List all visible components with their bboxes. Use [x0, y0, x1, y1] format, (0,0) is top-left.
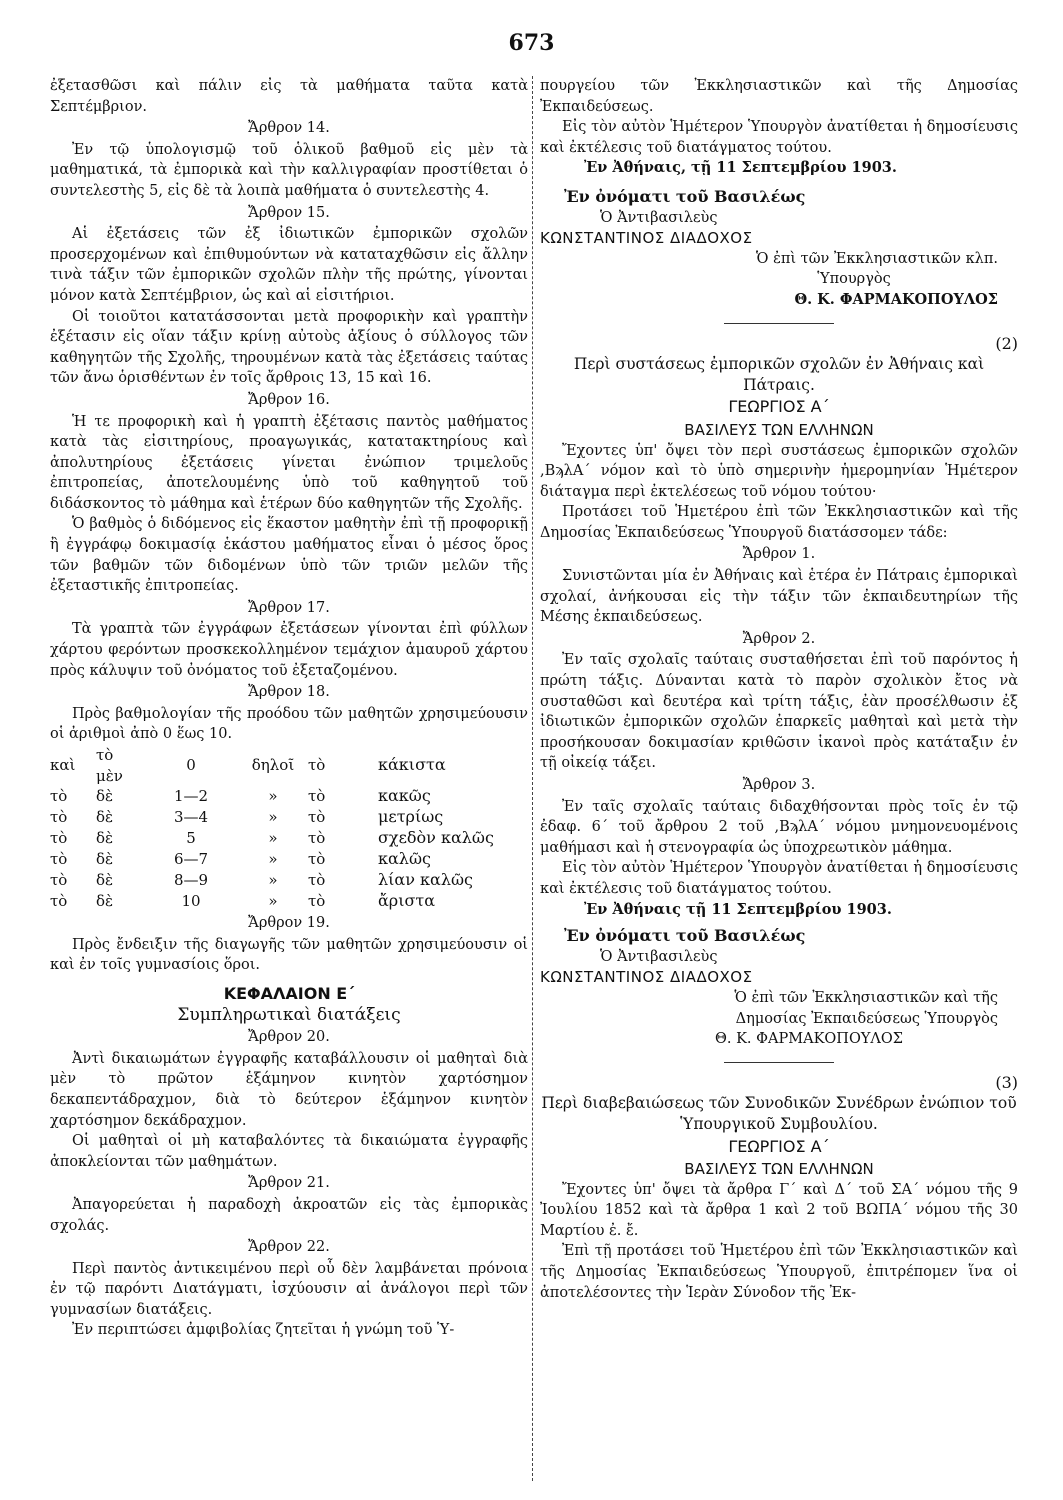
grade-cell-mid: »: [268, 808, 278, 827]
king-heading: ΓΕΩΡΓΙΟΣ Α΄: [728, 1136, 830, 1156]
paragraph: Ὁ βαθμὸς ὁ διδόμενος εἰς ἕκαστον μαθητὴν ἐπὶ τῇ προφορικῇ ἢ ἐγγράφῳ δοκιμασίᾳ ἑκάστου μαθήματος εἶναι ὁ μέσος ὅρος τῶν βαθμῶν τῶν διδομένων ὑπὸ τῶν τριῶν μελῶν τῆς ἐξεταστικῆς ἐπιτροπείας.: [50, 516, 528, 595]
grade-cell-art: τὸ: [308, 829, 326, 848]
grade-cell-art: τὸ: [308, 892, 326, 911]
paragraph: ἐξετασθῶσι καὶ πάλιν εἰς τὰ μαθήματα ταῦτα κατὰ Σεπτέμβριον.: [50, 78, 528, 115]
signature-regent: ΚΩΝΣΤΑΝΤΙΝΟΣ ΔΙΑΔΟΧΟΣ: [540, 229, 753, 248]
paragraph: Ἐν τῷ ὑπολογισμῷ τοῦ ὁλικοῦ βαθμοῦ εἰς μὲν τὰ μαθηματικά, τὰ ἐμπορικὰ καὶ τὴν καλλιγραφίαν προστίθεται ὁ συντελεστὴς 5, εἰς δὲ τὰ λοιπὰ μαθήματα ὁ συντελεστὴς 4.: [50, 141, 528, 199]
article-heading: Ἄρθρον 3.: [742, 777, 816, 793]
signature-line: Ὑπουργὸς: [817, 271, 891, 288]
article-heading: Ἄρθρον 21.: [248, 1175, 330, 1192]
column-divider: [532, 76, 534, 1481]
paragraph: Οἱ μαθηταὶ οἱ μὴ καταβαλόντες τὰ δικαιώματα ἐγγραφῆς ἀποκλείονται τῶν μαθημάτων.: [50, 1133, 528, 1170]
grade-cell-w1: καὶ: [50, 756, 76, 775]
grade-cell-w2: δὲ: [96, 850, 114, 869]
paragraph: Ἀπαγορεύεται ἡ παραδοχὴ ἀκροατῶν εἰς τὰς ἐμπορικὰς σχολάς.: [50, 1196, 528, 1234]
paragraph: πουργείου τῶν Ἐκκλησιαστικῶν καὶ τῆς Δημοσίας Ἐκπαιδεύσεως.: [540, 78, 1018, 115]
grade-cell-num: 3—4: [173, 808, 209, 827]
grade-cell-w1: τὸ: [50, 787, 68, 806]
grade-row: [50, 786, 528, 807]
article-heading: Ἄρθρον 15.: [248, 204, 330, 221]
article-heading: Ἄρθρον 2.: [742, 630, 816, 647]
section-rule: [724, 323, 834, 324]
grade-cell-num: 6—7: [173, 850, 209, 869]
grade-row: [50, 745, 528, 786]
grade-cell-w2: δὲ: [96, 787, 114, 806]
grade-row: [50, 849, 528, 870]
article-heading: Ἄρθρον 16.: [248, 391, 330, 408]
grade-cell-mid: »: [268, 787, 278, 806]
grade-cell-art: τὸ: [308, 756, 326, 775]
king-subheading: ΒΑΣΙΛΕΥΣ ΤΩΝ ΕΛΛΗΝΩΝ: [684, 420, 874, 439]
grade-cell-w2: δὲ: [96, 808, 114, 827]
signature-minister: Θ. Κ. ΦΑΡΜΑΚΟΠΟΥΛΟΣ: [794, 290, 998, 308]
signature-line: Ὁ ἐπὶ τῶν Ἐκκλησιαστικῶν καὶ τῆς: [734, 989, 998, 1006]
article-heading: Ἄρθρον 20.: [248, 1029, 330, 1046]
grade-cell-w1: τὸ: [50, 808, 68, 827]
paragraph: Πρὸς βαθμολογίαν τῆς προόδου τῶν μαθητῶν χρησιμεύουσιν οἱ ἀριθμοὶ ἀπὸ 0 ἕως 10.: [50, 705, 528, 743]
signature-regent: ΚΩΝΣΤΑΝΤΙΝΟΣ ΔΙΑΔΟΧΟΣ: [540, 968, 753, 987]
decree-title: Περὶ συστάσεως ἐμπορικῶν σχολῶν ἐν Ἀθήναις καὶ Πάτραις.: [573, 355, 985, 394]
grade-cell-num: 8—9: [173, 871, 209, 890]
grade-cell-num: 0: [186, 756, 196, 775]
paragraph: Περὶ παντὸς ἀντικειμένου περὶ οὗ δὲν λαμβάνεται πρόνοια ἐν τῷ παρόντι Διατάγματι, ἰσχύουσιν αἱ ἀνάλογοι περὶ τῶν γυμνασίων διατάξεις.: [50, 1260, 528, 1318]
decree-number: (3): [995, 1072, 1018, 1092]
grade-cell-art: τὸ: [308, 850, 326, 869]
right-column: [540, 76, 1018, 1303]
grade-cell-w1: τὸ: [50, 850, 68, 869]
grade-cell-mid: »: [268, 850, 278, 869]
grade-cell-w2: δὲ: [96, 892, 114, 911]
paragraph: Προτάσει τοῦ Ἡμετέρου ἐπὶ τῶν Ἐκκλησιαστικῶν καὶ τῆς Δημοσίας Ἐκπαιδεύσεως Ὑπουργοῦ διατάσσομεν τάδε:: [540, 504, 1018, 541]
paragraph: Αἱ ἐξετάσεις τῶν ἐξ ἰδιωτικῶν ἐμπορικῶν σχολῶν προσερχομένων καὶ ἐπιθυμούντων νὰ καταταχθῶσιν εἰς ἄλλην τινὰ τάξιν τῶν ἐμπορικῶν σχολῶν πλὴν τῆς πρώτης, γίνονται μόνον κατὰ Σεπτέμβριον, ὡς καὶ αἱ εἰσιτήριοι.: [50, 226, 528, 304]
paragraph: Ἔχοντες ὑπ' ὄψει τὸν περὶ συστάσεως ἐμπορικῶν σχολῶν ,ΒϡλΑ΄ νόμον καὶ τὸ ὑπὸ σημερινὴν ἡμερομηνίαν Ἡμέτερον διάταγμα περὶ ἐκτελέσεως τοῦ νόμου τούτου·: [540, 442, 1018, 500]
grade-cell-w1: τὸ: [50, 892, 68, 911]
grade-cell-val: κακῶς: [378, 786, 431, 806]
paragraph: Ἡ τε προφορικὴ καὶ ἡ γραπτὴ ἐξέτασις παντὸς μαθήματος κατὰ τὰς εἰσιτηρίους, προαγωγικάς, κατατακτηρίους καὶ ἀπολυτηρίους ἐξετάσεις γίνεται ἐνώπιον τριμελοῦς ἐπιτροπείας, ἀποτελουμένης ὑπὸ τοῦ καθηγητοῦ τοῦ διδάσκοντος τὸ μάθημα καὶ ἑτέρων δύο καθηγητῶν τῆς Σχολῆς.: [50, 413, 528, 512]
paragraph: Εἰς τὸν αὐτὸν Ἡμέτερον Ὑπουργὸν ἀνατίθεται ἡ δημοσίευσις καὶ ἐκτέλεσις τοῦ διατάγματος τούτου.: [540, 860, 1018, 897]
grade-cell-w2: δὲ: [96, 829, 114, 848]
grade-cell-mid: »: [268, 871, 278, 890]
article-heading: Ἄρθρον 18.: [248, 684, 330, 701]
paragraph: Ἔχοντες ὑπ' ὄψει τὰ ἄρθρα Γ΄ καὶ Δ΄ τοῦ ΣΑ΄ νόμου τῆς 9 Ἰουλίου 1852 καὶ τὰ ἄρθρα 1 καὶ 2 τοῦ ΒΩΠΑ΄ νόμου τῆς 30 Μαρτίου ἐ. ἔ.: [540, 1181, 1018, 1239]
decree-number: (2): [995, 333, 1018, 353]
signature-line: Δημοσίας Ἐκπαιδεύσεως Ὑπουργὸς: [735, 1010, 998, 1027]
chapter-heading: ΚΕΦΑΛΑΙΟΝ Ε΄: [223, 983, 355, 1003]
king-heading: ΓΕΩΡΓΙΟΣ Α΄: [728, 397, 830, 417]
king-subheading: ΒΑΣΙΛΕΥΣ ΤΩΝ ΕΛΛΗΝΩΝ: [684, 1160, 874, 1179]
article-heading: Ἄρθρον 14.: [248, 120, 330, 137]
grade-cell-val: σχεδὸν καλῶς: [378, 828, 494, 848]
grade-cell-val: λίαν καλῶς: [378, 870, 473, 890]
paragraph: Οἱ τοιοῦτοι κατατάσσονται μετὰ προφορικὴν καὶ γραπτὴν ἐξέτασιν εἰς οἵαν τάξιν κρίνῃ αὐτοὺς ἀξίους ὁ σύλλογος τῶν καθηγητῶν τῆς Σχολῆς, τηρουμένων κατὰ τὰς ἐξετάσεις ταύτας τῶν ἄνω ὁρισθέντων ἐν τοῖς ἄρθροις 13, 15 καὶ 16.: [50, 308, 528, 387]
signature-line: Ἐν ὀνόματι τοῦ Βασιλέως: [564, 186, 806, 206]
signature-minister: Θ. Κ. ΦΑΡΜΑΚΟΠΟΥΛΟΣ: [714, 1031, 904, 1048]
grade-cell-mid: δηλοῖ: [251, 756, 295, 775]
paragraph: Ἐπὶ τῇ προτάσει τοῦ Ἡμετέρου ἐπὶ τῶν Ἐκκλησιαστικῶν καὶ τῆς Δημοσίας Ἐκπαιδεύσεως Ὑπουργοῦ, ἐπιτρέπομεν ἵνα οἱ ἀποτελέσοντες τὴν Ἱερὰν Σύνοδον τῆς Ἐκ-: [540, 1243, 1018, 1301]
article-heading: Ἄρθρον 19.: [248, 915, 330, 932]
decree-title: Περὶ διαβεβαιώσεως τῶν Συνοδικῶν Συνέδρων ἐνώπιον τοῦ Ὑπουργικοῦ Συμβουλίου.: [541, 1094, 1017, 1133]
paragraph: Πρὸς ἔνδειξιν τῆς διαγωγῆς τῶν μαθητῶν χρησιμεύουσιν οἱ καὶ ἐν τοῖς γυμνασίοις ὅροι.: [50, 936, 528, 974]
paragraph: Τὰ γραπτὰ τῶν ἐγγράφων ἐξετάσεων γίνονται ἐπὶ φύλλων χάρτου φερόντων προσκεκολλημένον τεμάχιον ἀμαυροῦ χάρτου πρὸς κάλυψιν τοῦ ὀνόματος τοῦ ἐξεταζομένου.: [50, 621, 528, 679]
article-heading: Ἄρθρον 17.: [248, 599, 330, 616]
grade-cell-art: τὸ: [308, 871, 326, 890]
section-rule: [724, 1062, 834, 1063]
paragraph: Συνιστῶνται μία ἐν Ἀθήναις καὶ ἑτέρα ἐν Πάτραις ἐμπορικαὶ σχολαί, ἀνήκουσαι εἰς τὴν τάξιν τῶν ἐκπαιδευτηρίων τῆς Μέσης ἐκπαιδεύσεως.: [540, 568, 1018, 626]
grade-row: [50, 870, 528, 891]
grade-cell-mid: »: [268, 829, 278, 848]
grade-cell-art: τὸ: [308, 787, 326, 806]
grade-cell-num: 5: [186, 829, 196, 848]
paragraph: Εἰς τὸν αὐτὸν Ἡμέτερον Ὑπουργὸν ἀνατίθεται ἡ δημοσίευσις καὶ ἐκτέλεσις τοῦ διατάγματος τούτου.: [540, 119, 1018, 156]
grade-cell-val: κάκιστα: [378, 755, 446, 775]
signature-line: Ἐν ὀνόματι τοῦ Βασιλέως: [564, 926, 806, 946]
grade-cell-num: 1—2: [173, 787, 209, 806]
signature-line: Ὁ Ἀντιβασιλεὺς: [600, 209, 718, 226]
grade-row: [50, 828, 528, 849]
grade-scale-table: [50, 745, 528, 912]
grade-row: [50, 807, 528, 828]
grade-row: [50, 891, 528, 912]
article-heading: Ἄρθρον 1.: [742, 546, 816, 563]
chapter-subtitle: Συμπληρωτικαὶ διατάξεις: [177, 1004, 401, 1025]
grade-cell-val: ἄριστα: [378, 891, 436, 911]
article-heading: Ἄρθρον 22.: [248, 1239, 330, 1256]
decree-date: Ἐν Ἀθήναις τῇ 11 Σεπτεμβρίου 1903.: [584, 900, 892, 918]
page-number: 673: [508, 30, 555, 56]
signature-line: Ὁ Ἀντιβασιλεὺς: [600, 948, 718, 965]
paragraph: Ἐν ταῖς σχολαῖς ταύταις διδαχθήσονται πρὸς τοῖς ἐν τῷ ἐδαφ. 6΄ τοῦ ἄρθρου 2 τοῦ ,ΒϡλΑ΄ νόμου μνημονευομένοις μαθήμασι καὶ ἡ στενογραφία ὡς ὑποχρεωτικὸν μάθημα.: [540, 798, 1018, 856]
grade-cell-val: καλῶς: [378, 849, 431, 869]
paragraph: Ἐν περιπτώσει ἀμφιβολίας ζητεῖται ἡ γνώμη τοῦ Ὑ-: [72, 1322, 455, 1339]
left-column: [50, 76, 528, 1341]
grade-cell-art: τὸ: [308, 808, 326, 827]
paragraph: Ἀντὶ δικαιωμάτων ἐγγραφῆς καταβάλλουσιν οἱ μαθηταὶ διὰ μὲν τὸ πρῶτον ἑξάμηνον κινητὸν χαρτόσημον δεκαπεντάδραχμον, διὰ τὸ δεύτερον ἑξάμηνον κινητὸν χαρτόσημον δεκάδραχμον.: [50, 1050, 528, 1129]
paragraph: Ἐν ταῖς σχολαῖς ταύταις συσταθήσεται ἐπὶ τοῦ παρόντος ἡ πρώτη τάξις. Δύνανται κατὰ τὸ παρὸν σχολικὸν ἔτος νὰ συσταθῶσι καὶ δευτέρα καὶ τρίτη τάξις, ἐὰν προσέλθωσιν ἐξ ἰδιωτικῶν ἐμπορικῶν σχολῶν ἐπαρκεῖς μαθηταὶ καὶ μετὰ τὴν προσήκουσαν δοκιμασίαν κριθῶσιν ἱκανοὶ πρὸς κατάταξιν ἐν τῇ οἰκείᾳ τάξει.: [540, 652, 1018, 772]
grade-cell-w2: τὸ μὲν: [96, 746, 123, 785]
decree-date: Ἐν Ἀθήναις, τῇ 11 Σεπτεμβρίου 1903.: [584, 159, 897, 177]
grade-cell-mid: »: [268, 892, 278, 911]
grade-cell-w1: τὸ: [50, 871, 68, 890]
grade-cell-w1: τὸ: [50, 829, 68, 848]
grade-cell-w2: δὲ: [96, 871, 114, 890]
grade-cell-num: 10: [181, 892, 201, 911]
grade-cell-val: μετρίως: [378, 807, 444, 827]
signature-line: Ὁ ἐπὶ τῶν Ἐκκλησιαστικῶν κλπ.: [756, 250, 998, 267]
